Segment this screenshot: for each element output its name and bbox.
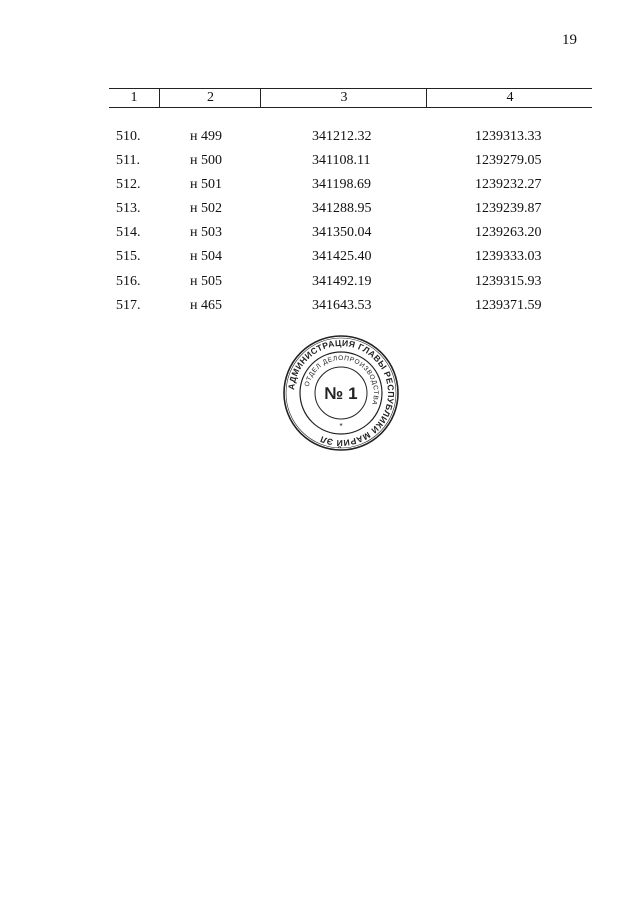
point-name: н 499 [190, 129, 222, 144]
coordinate-x: 341643.53 [312, 297, 372, 313]
coordinate-x: 341198.69 [312, 177, 371, 193]
point-name: н 465 [190, 297, 222, 313]
point-name: н 503 [190, 225, 222, 241]
table-header [109, 88, 592, 108]
table-row [0, 201, 639, 225]
table-row [0, 298, 639, 322]
coordinate-y: 1239333.03 [475, 249, 542, 265]
coordinate-y: 1239371.59 [475, 297, 542, 313]
table-row [0, 153, 639, 177]
coordinate-y: 1239315.93 [475, 273, 542, 289]
stamp-star-icon: * [339, 422, 343, 431]
row-number: 512. [116, 177, 141, 193]
coordinate-x: 341108.11 [312, 153, 371, 169]
row-number: 513. [116, 201, 141, 217]
row-number: 517. [116, 297, 141, 313]
coordinate-x: 341350.04 [312, 225, 372, 241]
coordinate-x: 341288.95 [312, 201, 372, 217]
stamp-seal [281, 333, 401, 453]
point-name: н 501 [190, 177, 222, 193]
coordinate-y: 1239232.27 [475, 177, 542, 193]
column-header-1: 1 [130, 90, 138, 105]
point-name: н 505 [190, 273, 222, 289]
point-name: н 502 [190, 201, 222, 217]
stamp-inner-text: ОТДЕЛ ДЕЛОПРОИЗВОДСТВА [303, 354, 380, 407]
column-header-4: 4 [426, 89, 593, 107]
table-body [0, 129, 639, 322]
stamp-number: № 1 [324, 384, 358, 403]
row-number: 516. [116, 273, 141, 289]
row-number: 514. [116, 225, 141, 241]
official-stamp [281, 333, 401, 453]
table-row [0, 177, 639, 201]
page-number: 19 [562, 32, 577, 48]
row-number: 515. [116, 249, 141, 265]
coordinate-x: 341425.40 [312, 249, 372, 265]
table-row [0, 129, 639, 153]
table-row [0, 225, 639, 249]
column-header-3: 3 [260, 89, 427, 107]
stamp-outer-text: АДМИНИСТРАЦИЯ ГЛАВЫ РЕСПУБЛИКИ МАРИЙ ЭЛ [286, 337, 397, 449]
coordinate-y: 1239263.20 [475, 225, 542, 241]
coordinate-x: 341212.32 [312, 129, 372, 144]
point-name: н 504 [190, 249, 222, 265]
table-row [0, 249, 639, 273]
table-row [0, 274, 639, 298]
coordinate-y: 1239279.05 [475, 153, 542, 169]
row-number: 510. [116, 129, 141, 144]
point-name: н 500 [190, 153, 222, 169]
coordinate-y: 1239239.87 [475, 201, 542, 217]
row-number: 511. [116, 153, 140, 169]
coordinate-x: 341492.19 [312, 273, 372, 289]
column-header-2: 2 [159, 89, 261, 107]
coordinate-y: 1239313.33 [475, 129, 542, 144]
